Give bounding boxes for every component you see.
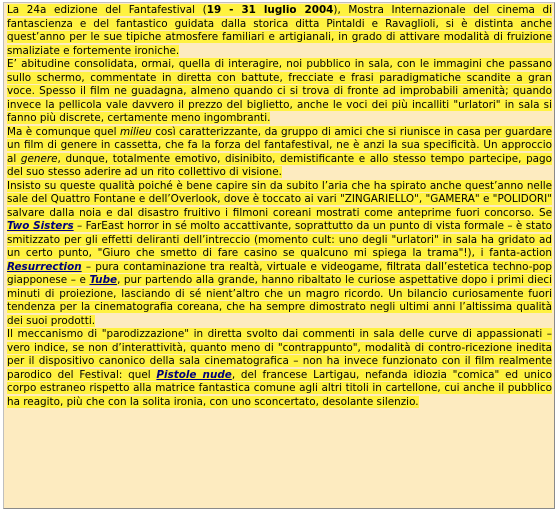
p3-text-1: Ma è comunque quel [7, 125, 120, 138]
link-two-sisters[interactable]: Two Sisters [7, 220, 74, 232]
link-resurrection[interactable]: Resurrection [7, 260, 82, 273]
p4-text-3: – pura contaminazione tra realtà, virtuale e videogame, filtrata dall’estetica techno-pop giapponese – e [7, 260, 552, 286]
p3-text-2: così caratterizzante, da gruppo di amici che si riunisce in casa per guardare un film di genere in cassetta, che fa la forza del fantafestival, ne è anzi la sua specificità. Un approccio al [7, 125, 552, 165]
p4-text-1: Insisto su queste qualità poiché è bene capire sin da subito l’aria che ha spirato anche quest’anno nelle sale del Quattro Fontane e dell’Overlook, dove è toccato ai vari "ZINGARIELLO", "GAMERA" e "POLIDORI" salvare dalla noia e dal disastro fruitivo i filmoni coreani mostrati come anteprime fuori concorso. Se [7, 179, 552, 219]
p5-text-1: Il meccanismo di "parodizzazione" in diretta svolto dai commenti in sala delle curve di appassionati – vero indice, se non d’interattività, quanto meno di "contrappunto", modalità di contro-ricezione inedita per il dispositivo canonico della sala cinematografica – non ha invece funzionato con il film realmente parodico del Festival: quel [7, 328, 552, 381]
p1-text-end: ), Mostra Internazionale del cinema di fantascienza e del fantastico guidata dalla storica ditta Pintaldi e Ravaglioli, si è distinta anche quest’anno per le sue tipiche atmosfere familiari e artigianali, in grado di attivare modalità di fruizione smaliziate e fortemente ironiche. [7, 4, 552, 57]
p4-text-4: , pur partendo alla grande, hanno ribaltato le curiose aspettative dopo i primi dieci minuti di proiezione, lasciando di sé nient’altro che un magro ricordo. Un bilancio curiosamente fuori tendenza per la cinematografia coreana, che ha sempre dimostrato negli ultimi anni l’altissima qualità dei suoi prodotti. [7, 274, 552, 327]
p3-italic-genere: genere [20, 152, 58, 165]
p1-text-start: La 24a edizione del Fantafestival ( [7, 4, 207, 16]
festival-dates: 19 - 31 luglio 2004 [206, 4, 334, 16]
paragraph-2 [7, 58, 552, 126]
paragraph-1 [7, 4, 552, 58]
p2-text: E’ abitudine consolidata, ormai, quella di interagire, noi pubblico in sala, con le immagini che passano sullo schermo, commentate in diretta con battute, frecciate e frasi paradigmatiche scandite a gran voce. Spesso il film ne guadagna, almeno quando ci si trova di fronte ad improbabili amenità; quando invece la pellicola vale davvero il prezzo del biglietto, anche le voci dei più incalliti "urlatori" in sala si fanno più discrete, certamente meno ingombranti. [7, 58, 552, 124]
link-pistole-nude[interactable]: Pistole nude [156, 368, 232, 381]
p3-text-3: , dunque, totalmente emotivo, disinibito, demistificante e allo stesso tempo partecipe, pago del suo stesso aderire ad un rito collettivo di visione. [7, 152, 552, 178]
link-tube[interactable]: Tube [89, 274, 118, 286]
p5-text-2: , del francese Lartigau, nefanda idiozia "comica" ed unico corpo estraneo rispetto alla matrice fantastica comune agli altri titoli in cartellone, cui anche il pubblico ha reagito, più che con la solita ironia, con uno sconcertato, desolante silenzio. [7, 368, 552, 408]
paragraph-3 [7, 126, 552, 180]
paragraph-5 [7, 328, 552, 409]
p3-italic-milieu: milieu [119, 125, 152, 138]
article-body [3, 2, 555, 509]
paragraph-4 [7, 180, 552, 329]
p4-text-2: – FarEast horror in sé molto accattivante, soprattutto da un punto di vista formale – è stato smitizzato per gli effetti deliranti dell’intreccio (momento cult: uno degli "urlatori" in sala ha gridato ad un certo punto, "Giuro che smetto di fare casino se qualcuno mi spiega la trama"!), i fanta-action [7, 220, 552, 259]
